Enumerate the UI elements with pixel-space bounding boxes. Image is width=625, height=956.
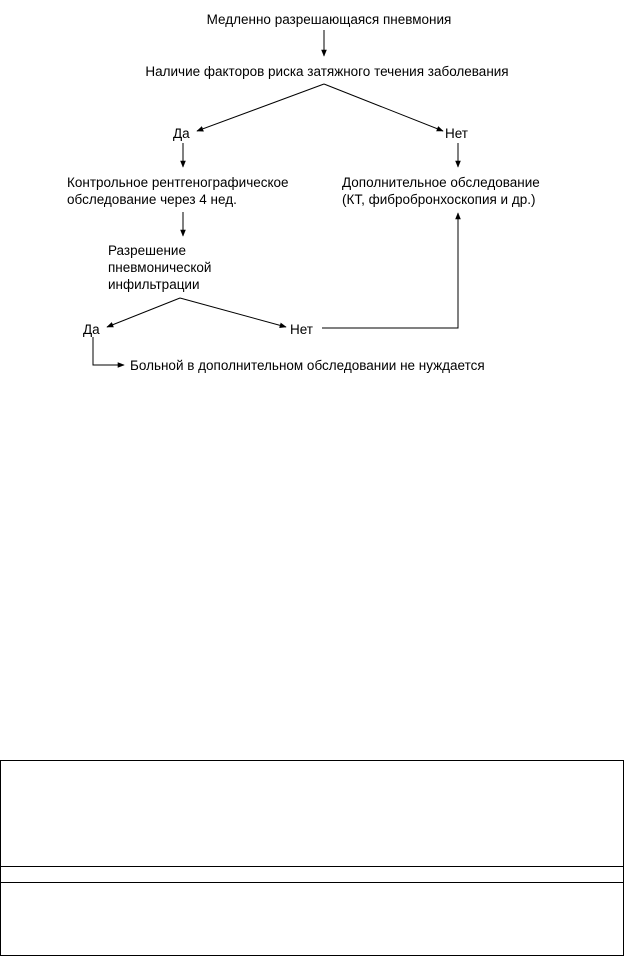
empty-table-cell-top — [0, 760, 624, 867]
arrow-risk-to-yes — [197, 84, 324, 131]
node-resolution — [108, 242, 211, 293]
flowchart — [0, 0, 625, 390]
node-xray — [67, 174, 289, 208]
node-resolution-line3: инфильтрации — [108, 277, 200, 292]
label-yes-1: Да — [173, 126, 190, 141]
arrow-no-to-extra-exam-loop — [322, 213, 458, 328]
node-xray-line2: обследование через 4 нед. — [67, 192, 237, 207]
empty-table — [0, 760, 624, 955]
arrow-resolution-to-no — [180, 298, 286, 327]
node-resolution-line2: пневмонической — [108, 260, 212, 275]
node-xray-line1: Контрольное рентгенографическое — [67, 175, 289, 190]
empty-table-cell-bottom — [0, 882, 624, 956]
arrow-yes-to-outcome — [93, 337, 124, 365]
arrow-resolution-to-yes — [107, 298, 180, 327]
node-extra-exam-line1: Дополнительное обследование — [342, 175, 540, 190]
node-resolution-line1: Разрешение — [108, 243, 186, 258]
node-outcome: Больной в дополнительном обследовании не нуждается — [130, 358, 485, 373]
node-extra-exam — [342, 174, 540, 208]
node-extra-exam-line2: (КТ, фибробронхоскопия и др.) — [342, 192, 536, 207]
label-no-1: Нет — [445, 126, 468, 141]
node-risk-question: Наличие факторов риска затяжного течения заболевания — [145, 64, 509, 79]
label-yes-2: Да — [83, 322, 100, 337]
label-no-2: Нет — [290, 322, 313, 337]
node-start: Медленно разрешающаяся пневмония — [206, 12, 452, 27]
arrow-risk-to-no — [324, 84, 443, 131]
empty-table-cell-middle — [0, 866, 624, 883]
